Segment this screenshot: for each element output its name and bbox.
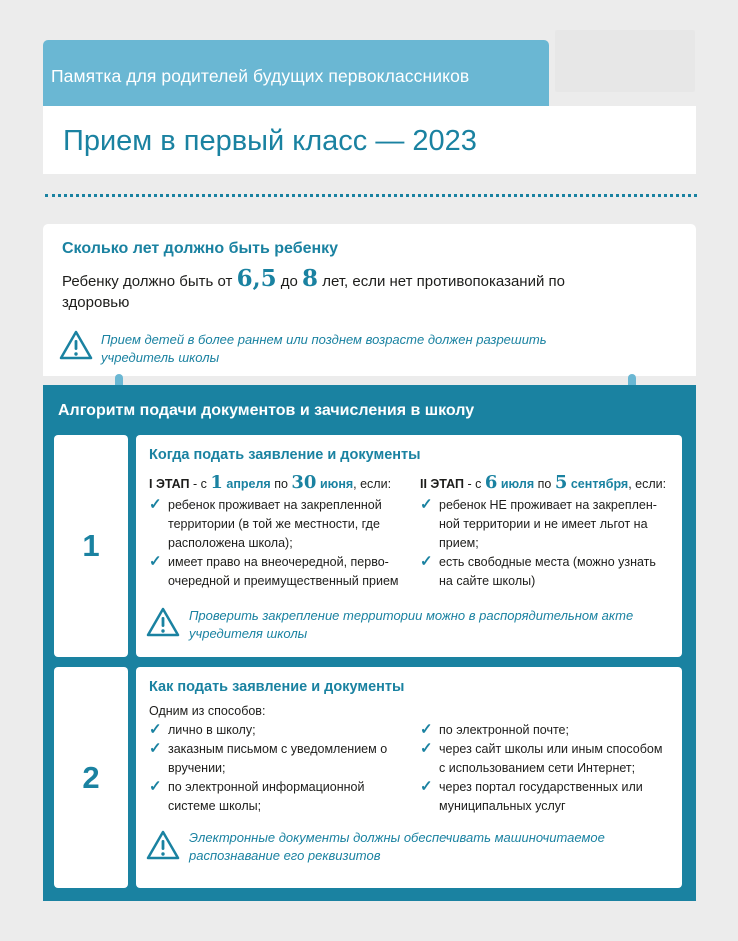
list-item: [420, 778, 670, 816]
check-icon: ✓: [420, 740, 433, 757]
check-icon: ✓: [149, 496, 162, 513]
stage-2-label: II ЭТАП: [420, 477, 465, 491]
stage-2-from-day: 6: [484, 472, 498, 493]
list-item-text: по электронной почте;: [439, 723, 569, 737]
stage-2-sep: - с: [464, 477, 485, 491]
warning-triangle-icon: [59, 330, 93, 360]
warning-triangle-icon: [146, 607, 180, 637]
stage-2-to-month: сентября: [570, 477, 629, 491]
check-icon: ✓: [420, 721, 433, 738]
age-text-mid: до: [276, 273, 303, 290]
list-item-text: лично в школу;: [168, 723, 256, 737]
stage-1-suffix: , если:: [353, 477, 392, 491]
stage-2-suffix: , если:: [628, 477, 667, 491]
dotted-divider: [45, 194, 697, 197]
list-item: [149, 496, 404, 553]
faint-background-block: [555, 30, 695, 92]
check-icon: ✓: [420, 496, 433, 513]
step-2-note: Электронные документы должны обеспечивать машиночитаемое распознавание его реквизитов: [189, 830, 605, 863]
algorithm-heading: Алгоритм подачи документов и зачисления в школу: [58, 402, 475, 419]
step-1-heading: Когда подать заявление и документы: [149, 447, 421, 463]
list-item: [420, 721, 670, 740]
methods-left-column: [149, 702, 404, 816]
check-icon: ✓: [149, 778, 162, 795]
stage-1-from-month: апреля: [226, 477, 271, 491]
stage-1-sep: - с: [189, 477, 211, 491]
age-text-before: Ребенку должно быть от: [62, 273, 237, 290]
warning-triangle-icon: [146, 830, 180, 860]
check-icon: ✓: [420, 778, 433, 795]
stage-1-to-month: июня: [319, 477, 354, 491]
list-item: [420, 553, 670, 591]
list-item: [149, 778, 404, 816]
list-item-text: через сайт школы или иным способом с использованием сети Интернет;: [439, 742, 663, 775]
list-item: [149, 721, 404, 740]
step-2-panel: [136, 667, 682, 888]
list-item-text: через портал государственных или муниципальных услуг: [439, 780, 643, 813]
age-from: 6,5: [236, 265, 277, 292]
age-text: [62, 265, 582, 313]
stage-1-to-word: по: [270, 477, 292, 491]
list-item: [420, 496, 670, 553]
methods-right-column: [420, 721, 670, 816]
age-text-after: лет, если нет противопоказаний по здоровью: [62, 273, 565, 311]
stage-2-column: [420, 473, 670, 591]
stage-2-to-word: по: [534, 477, 555, 491]
header-tab-text: Памятка для родителей будущих первоклассников: [51, 66, 470, 86]
header-tab: [43, 40, 549, 106]
list-item: [420, 740, 670, 778]
step-2-number: 2: [54, 667, 128, 888]
stage-1-dates: [149, 473, 404, 494]
check-icon: ✓: [149, 553, 162, 570]
stage-2-from-month: июля: [500, 477, 535, 491]
check-icon: ✓: [149, 721, 162, 738]
step-1-number: 1: [54, 435, 128, 657]
list-item-text: заказным письмом с уведомлением о вручении;: [168, 742, 388, 775]
stage-1-label: I ЭТАП: [149, 477, 190, 491]
page-title: Прием в первый класс — 2023: [63, 125, 477, 157]
algorithm-section: [43, 385, 696, 901]
step-2-heading: Как подать заявление и документы: [149, 679, 405, 695]
methods-intro: Одним из способов:: [149, 704, 266, 718]
age-heading: Сколько лет должно быть ребенку: [62, 240, 339, 257]
list-item-text: ребенок НЕ проживает на закреплен-ной территории и не имеет льгот на прием;: [439, 498, 657, 550]
title-box: [43, 106, 696, 174]
list-item: [149, 553, 404, 591]
list-item: [149, 740, 404, 778]
list-item-text: имеет право на внеочередной, перво-очередной и преимущественный прием: [168, 555, 399, 588]
check-icon: ✓: [420, 553, 433, 570]
step-1-panel: [136, 435, 682, 657]
stage-2-to-day: 5: [554, 472, 568, 493]
age-to: 8: [302, 265, 319, 292]
check-icon: ✓: [149, 740, 162, 757]
stage-1-from-day: 1: [210, 472, 223, 493]
step-1-note: Проверить закрепление территории можно в распорядительном акте учредителя школы: [189, 608, 634, 641]
stage-1-column: [149, 473, 404, 591]
list-item-text: ребенок проживает на закрепленной территории (в той же местности, где расположена школа);: [168, 498, 382, 550]
list-item-text: по электронной информационной системе школы;: [168, 780, 365, 813]
age-card: [43, 224, 696, 376]
stage-2-dates: [420, 473, 670, 494]
age-note: Прием детей в более раннем или позднем возрасте должен разрешить учредитель школы: [101, 332, 547, 365]
stage-1-to-day: 30: [291, 472, 317, 493]
list-item-text: есть свободные места (можно узнать на сайте школы): [439, 555, 656, 588]
